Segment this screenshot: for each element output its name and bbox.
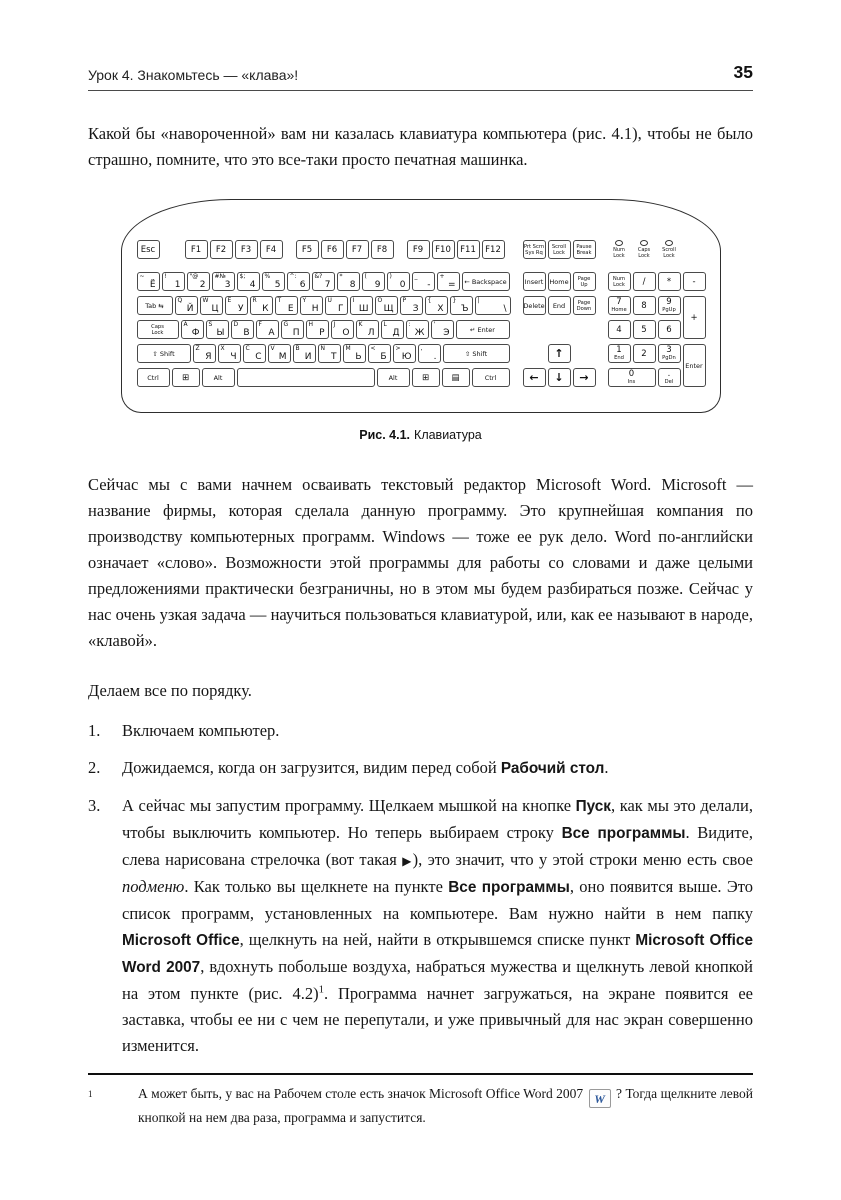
keyboard-key: ~ Ё [137, 272, 160, 291]
text-run: , как мы это делали, чтобы выключить компьютер. Но теперь выбираем строку [122, 796, 753, 842]
keyboard-row [137, 320, 511, 339]
keyboard-row [523, 272, 596, 291]
keyboard-key: N Т [318, 344, 341, 363]
led-label: Scroll Lock [662, 247, 676, 259]
keyboard-key: Esc [137, 240, 160, 259]
keyboard-key: 9 PgUp [658, 296, 681, 315]
keyboard-key: P З [400, 296, 423, 315]
list-text [122, 718, 753, 744]
keyboard-key: Scroll Lock [548, 240, 571, 259]
keyboard-key: + = [437, 272, 460, 291]
text-run: , щелкнуть на ней, найти в открывшемся списке пункт [239, 930, 636, 949]
text-run: , оно появится выше. Это список программ, установленных на компьютере. Вам нужно найти в нем папку [122, 877, 753, 923]
text-run: Делаем все по порядку. [88, 681, 252, 700]
list-item [88, 793, 753, 1059]
keyboard-key: < Б [368, 344, 391, 363]
keyboard-key: &? 7 [312, 272, 335, 291]
page-number: 35 [733, 62, 753, 82]
keyboard-key: E У [225, 296, 248, 315]
keyboard-row [523, 344, 596, 363]
keyboard-key: ↓ [548, 368, 571, 387]
keyboard-key: S Ы [206, 320, 229, 339]
text-run: . Видите, слева нарисована стрелочка (вот такая [122, 823, 753, 869]
keyboard-key: J О [331, 320, 354, 339]
keyboard-key: * [658, 272, 681, 291]
keyboard-key: Pause Break [573, 240, 596, 259]
footnote [88, 1073, 753, 1129]
word-paragraph [88, 472, 753, 654]
keyboard-key: H Р [306, 320, 329, 339]
keyboard-key: F3 [235, 240, 258, 259]
text-run: А может быть, у вас на Рабочем столе есть значок Microsoft Office Word 2007 [138, 1085, 587, 1101]
keyboard-key: F4 [260, 240, 283, 259]
text-run: . [604, 758, 609, 777]
keyboard-key: Home [548, 272, 571, 291]
keyboard-key: . Del [658, 368, 681, 387]
instruction-list [88, 718, 753, 1059]
keyboard-key: U Г [325, 296, 348, 315]
led-label: Num Lock [613, 247, 625, 259]
keyboard-key: F12 [482, 240, 505, 259]
keyboard-key: ⇧ Shift [137, 344, 191, 363]
keyboard-row [523, 320, 596, 339]
keyboard-key: Y Н [300, 296, 323, 315]
numpad-grid [608, 272, 706, 387]
list-number: 3. [88, 796, 101, 815]
keyboard-row [137, 272, 511, 291]
keyboard-key: 6 [658, 320, 681, 339]
keyboard-key: ⇧ Shift [443, 344, 510, 363]
keyboard-key: F2 [210, 240, 233, 259]
footnote-ref: 1 [318, 983, 324, 996]
keyboard-key: F5 [296, 240, 319, 259]
keyboard-key: ↵ Enter [456, 320, 510, 339]
key-spacer [285, 240, 294, 259]
text-run: Какой бы «навороченной» вам ни казалась клавиатура компьютера (рис. 4.1), чтобы не было страшно, помните, что это все-таки просто печатная машинка. [88, 124, 753, 169]
keyboard-key: F11 [457, 240, 480, 259]
text-run: ▶ [402, 854, 413, 868]
keyboard-key: 5 [633, 320, 656, 339]
keyboard-key: Ctrl [472, 368, 510, 387]
keyboard-key: ↑ [548, 344, 571, 363]
keyboard-key: ⊞ [172, 368, 200, 387]
keyboard-key: "@ 2 [187, 272, 210, 291]
bold-term: Рабочий стол [500, 760, 605, 777]
keyboard-key: / [633, 272, 656, 291]
keyboard-key: F6 [321, 240, 344, 259]
text-run: ? Тогда щелкните левой кнопкой на нем два раза, программа и запустится. [138, 1085, 753, 1125]
keyboard-key: #№ 3 [212, 272, 235, 291]
figure-keyboard [88, 199, 753, 442]
italic-term: подменю [122, 877, 185, 896]
key-spacer [396, 240, 405, 259]
footnote-marker [88, 1084, 138, 1129]
keyboard-key: F1 [185, 240, 208, 259]
keyboard-key: $; 4 [237, 272, 260, 291]
keyboard-row [523, 296, 596, 315]
list-number: 2. [88, 758, 101, 777]
keyboard-key: Page Down [573, 296, 596, 315]
keyboard-key [237, 368, 375, 387]
keyboard-numpad-block [608, 240, 706, 392]
numpad-indicator [658, 240, 681, 259]
keyboard-key: Alt [202, 368, 235, 387]
text-run: Дожидаемся, когда он загрузится, видим перед собой [122, 758, 501, 777]
keyboard-key: Num Lock [608, 272, 631, 291]
led-icon [665, 240, 673, 246]
keyboard-key: + [683, 296, 706, 339]
keyboard-row [523, 368, 596, 387]
order-paragraph [88, 678, 753, 704]
list-text [122, 755, 753, 782]
keyboard-row [137, 368, 511, 387]
bold-term: Все программы [561, 825, 686, 842]
keyboard-key: | \ [475, 296, 511, 315]
word-2007-icon: W [589, 1089, 611, 1108]
key-spacer [523, 320, 596, 339]
list-text [122, 793, 753, 1059]
keyboard-key: Q Й [175, 296, 198, 315]
keyboard-key: ← [523, 368, 546, 387]
keyboard-key: } Ъ [450, 296, 473, 315]
keyboard-key: D В [231, 320, 254, 339]
keyboard-key: 7 Home [608, 296, 631, 315]
keyboard-key: Insert [523, 272, 546, 291]
caption-text: Клавиатура [414, 428, 482, 442]
keyboard-main-block [137, 240, 511, 392]
keyboard-key: F8 [371, 240, 394, 259]
keyboard-key: : Ж [406, 320, 429, 339]
text-run: . Как только вы щелкнете на пункте [184, 877, 449, 896]
keyboard-key: ( 9 [362, 272, 385, 291]
keyboard-key: ⊞ [412, 368, 440, 387]
keyboard-key: ' Э [431, 320, 454, 339]
keyboard-key: - [683, 272, 706, 291]
keyboard-key: F А [256, 320, 279, 339]
led-label: Caps Lock [637, 247, 651, 259]
keyboard-key: End [548, 296, 571, 315]
keyboard-key: Enter [683, 344, 706, 387]
text-run: А сейчас мы запустим программу. Щелкаем мышкой на кнопке [122, 796, 576, 815]
keyboard-key: ▤ [442, 368, 470, 387]
keyboard-key: * 8 [337, 272, 360, 291]
keyboard-key: A Ф [181, 320, 204, 339]
keyboard-key: L Д [381, 320, 404, 339]
keyboard-key: G П [281, 320, 304, 339]
keyboard-key: F9 [407, 240, 430, 259]
bold-term: Все программы [448, 879, 570, 896]
keyboard-key: 8 [633, 296, 656, 315]
caption-label: Рис. 4.1. [359, 428, 411, 442]
keyboard-key: , . [418, 344, 441, 363]
intro-paragraph [88, 121, 753, 173]
bold-term: Microsoft Office [122, 932, 240, 949]
footnote-text [138, 1084, 753, 1129]
keyboard-key: 4 [608, 320, 631, 339]
keyboard-key: R К [250, 296, 273, 315]
keyboard-key: 3 PgDn [658, 344, 681, 363]
bold-term: Пуск [575, 798, 611, 815]
keyboard-row [137, 344, 511, 363]
keyboard-key: 1 End [608, 344, 631, 363]
keyboard-key: T Е [275, 296, 298, 315]
keyboard-key: ! 1 [162, 272, 185, 291]
keyboard-key: Page Up [573, 272, 596, 291]
keyboard-key: → [573, 368, 596, 387]
text-run: . Программа начнет загружаться, на экране появится ее заставка, чтобы ее ни с чем не перепутали, и уже привычный для нас экран совершенно изменится. [122, 984, 753, 1055]
keyboard-key: W Ц [200, 296, 223, 315]
footnote-marker-number: 1 [88, 1088, 93, 1099]
keyboard-key: ) 0 [387, 272, 410, 291]
key-spacer [162, 240, 183, 259]
keyboard-key: 0 Ins [608, 368, 656, 387]
keyboard-key: _ - [412, 272, 435, 291]
keyboard-key: Ctrl [137, 368, 170, 387]
key-spacer [523, 344, 546, 363]
footnote-body [88, 1084, 753, 1129]
keyboard-row [137, 240, 511, 259]
keyboard-key: 2 [633, 344, 656, 363]
text-run: Сейчас мы с вами начнем осваивать текстовый редактор Microsoft Word. Microsoft — название фирмы, которая сделала данную программу. Это крупнейшая компания по производству компьютерных программ. Windows — тоже ее рук дело. Word по-английски означает «слово». Возможности этой программы для работы со словами и даже целыми предложениями практически безграничны, но в этом мы будем разбираться позже. Сейчас у нас очень узкая задача — научиться пользоваться клавиатурой, или, как ее называют в народе, «клавой». [88, 475, 753, 650]
list-item [88, 718, 753, 744]
keyboard-key: V М [268, 344, 291, 363]
keyboard-row [523, 240, 596, 259]
numpad-indicator [633, 240, 656, 259]
footnote-rule [88, 1073, 753, 1075]
keyboard-key: ← Backspace [462, 272, 510, 291]
keyboard-key: O Щ [375, 296, 398, 315]
page-header [88, 62, 753, 91]
text-run: ), это значит, что у этой строки меню есть свое [412, 850, 753, 869]
keyboard-key: { Х [425, 296, 448, 315]
keyboard-key: Tab ⇆ [137, 296, 173, 315]
text-run: Включаем компьютер. [122, 721, 280, 740]
keyboard-key: Z Я [193, 344, 216, 363]
list-number: 1. [88, 721, 101, 740]
text-run: , вдохнуть побольше воздуха, набраться мужества и щелкнуть левой кнопкой на этом пункте (рис. 4.2) [122, 957, 753, 1003]
keyboard-key: F10 [432, 240, 455, 259]
bold-term: Microsoft Office Word 2007 [122, 932, 753, 976]
keyboard-key: ^: 6 [287, 272, 310, 291]
keyboard-body [121, 199, 721, 413]
header-title: Урок 4. Знакомьтесь — «клава»! [88, 67, 299, 83]
numpad-indicators [608, 240, 706, 259]
led-icon [615, 240, 623, 246]
keyboard-nav-block [523, 240, 596, 392]
keyboard-key: K Л [356, 320, 379, 339]
keyboard-key: C С [243, 344, 266, 363]
figure-caption [359, 428, 482, 442]
keyboard-key: B И [293, 344, 316, 363]
led-icon [640, 240, 648, 246]
keyboard-key: > Ю [393, 344, 416, 363]
keyboard-key: F7 [346, 240, 369, 259]
keyboard-row [137, 296, 511, 315]
keyboard-key: M Ь [343, 344, 366, 363]
keyboard-key: I Ш [350, 296, 373, 315]
numpad-indicator [608, 240, 631, 259]
keyboard-key: % 5 [262, 272, 285, 291]
list-item [88, 755, 753, 782]
keyboard-key: Delete [523, 296, 546, 315]
keyboard-key: Caps Lock [137, 320, 179, 339]
keyboard-key: Alt [377, 368, 410, 387]
keyboard-key: X Ч [218, 344, 241, 363]
keyboard-key: Prt Scrn Sys Rq [523, 240, 546, 259]
